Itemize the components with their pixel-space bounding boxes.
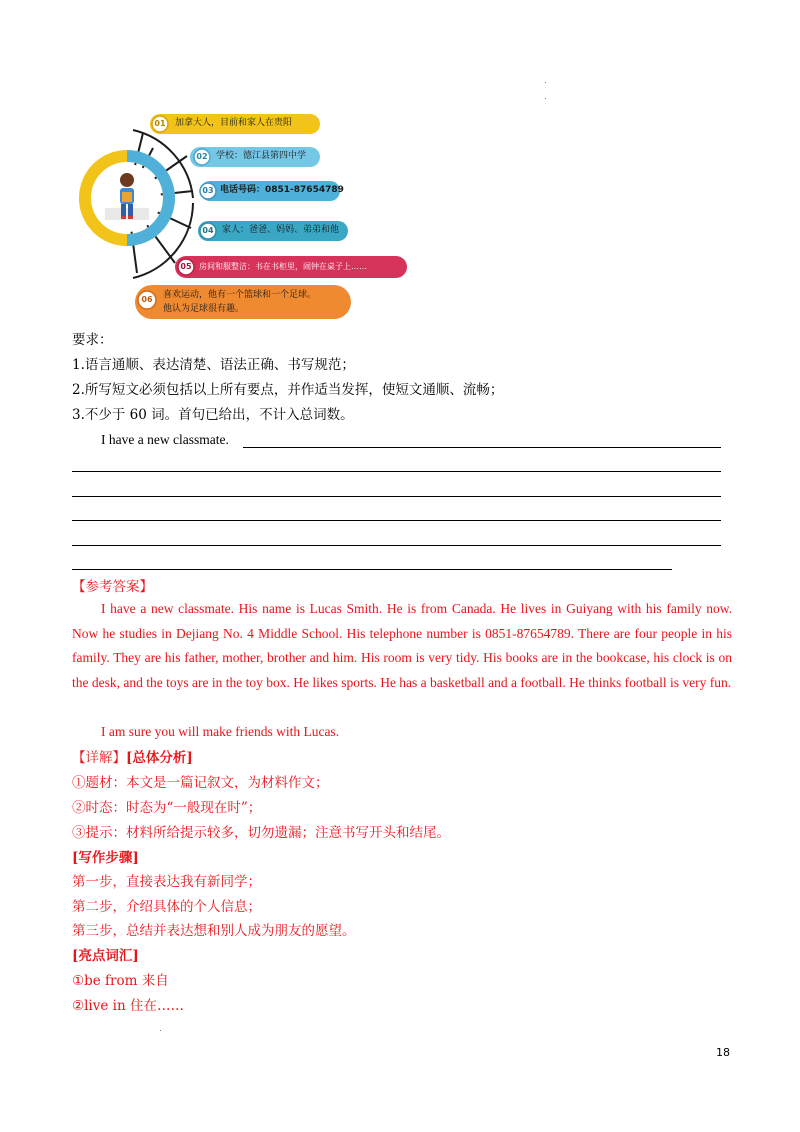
item-01-text: 加拿大人，目前和家人在贵阳 (175, 118, 293, 128)
writing-line (72, 520, 721, 521)
infographic (75, 108, 420, 323)
item-04-num: 04 (202, 226, 214, 235)
steps-heading: [写作步骤] (72, 850, 139, 866)
answer-paragraph-2: I am sure you will make friends with Lucas. (101, 724, 340, 739)
analysis-heading-detail: 【详解】 (72, 750, 126, 766)
answer-heading: 【参考答案】 (72, 579, 153, 595)
item-06-text-line2: 他认为足球很有趣。 (163, 304, 245, 314)
vocab-heading: [亮点词汇] (72, 948, 139, 964)
answer-paragraph-1: I have a new classmate. His name is Lucas Smith. He is from Canada. He lives in Guiyang with his family now. Now he studies in Dejiang No. 4 Middle School. His telephone number is 0851-87654789. There are four people in his family. They are his father, mother, brother and him. His room is very tidy. His books are in the bookcase, his clock is on the desk, and the toys are in the toy box. He likes sports. He has a basketball and a football. He thinks football is very fun. (72, 601, 732, 690)
analysis-heading-overall: [总体分析] (126, 750, 193, 766)
item-02-num: 02 (196, 152, 208, 161)
item-05-num: 05 (180, 262, 192, 271)
item-06-num: 06 (141, 295, 153, 304)
writing-line (72, 471, 721, 472)
scan-dot (545, 82, 546, 83)
item-05-text: 房间和服整洁：书在书柜里，闹钟在桌子上…… (199, 262, 367, 271)
item-03-num: 03 (202, 186, 214, 195)
analysis-item-1: ①题材：本文是一篇记叙文，为材料作文； (72, 775, 329, 791)
writing-line (72, 545, 721, 546)
vocab-1: ①be from 来自 (72, 973, 169, 989)
first-sentence: I have a new classmate. (101, 432, 229, 447)
step-3: 第三步，总结并表达想和别人成为朋友的愿望。 (72, 923, 356, 939)
analysis-item-3: ③提示：材料所给提示较多，切勿遗漏；注意书写开头和结尾。 (72, 825, 450, 841)
item-01-num: 01 (154, 119, 166, 128)
writing-line (72, 496, 721, 497)
item-03-text: 电话号码：0851-87654789 (220, 185, 344, 195)
requirement-3: 3.不少于 60 词。首句已给出，不计入总词数。 (72, 407, 354, 423)
writing-line (243, 447, 721, 448)
vocab-2: ②live in 住在…… (72, 998, 184, 1014)
step-1: 第一步，直接表达我有新同学； (72, 874, 261, 890)
scan-dot (160, 1030, 161, 1031)
page-number: 18 (716, 1046, 730, 1059)
item-04-text: 家人：爸爸、妈妈、弟弟和他 (222, 225, 340, 235)
analysis-heading (72, 748, 193, 768)
requirement-1: 1.语言通顺、表达清楚、语法正确、书写规范； (72, 357, 355, 373)
item-06-text-line1: 喜欢运动，他有一个篮球和一个足球。 (163, 290, 317, 300)
analysis-item-2: ②时态：时态为“一般现在时”； (72, 800, 262, 816)
item-02-text: 学校：德江县第四中学 (216, 151, 307, 161)
writing-line (72, 569, 672, 570)
scan-dot (545, 98, 546, 99)
requirements-heading: 要求： (72, 332, 113, 348)
step-2: 第二步，介绍具体的个人信息； (72, 899, 261, 915)
requirement-2: 2.所写短文必须包括以上所有要点，并作适当发挥，使短文通顺、流畅； (72, 382, 504, 398)
